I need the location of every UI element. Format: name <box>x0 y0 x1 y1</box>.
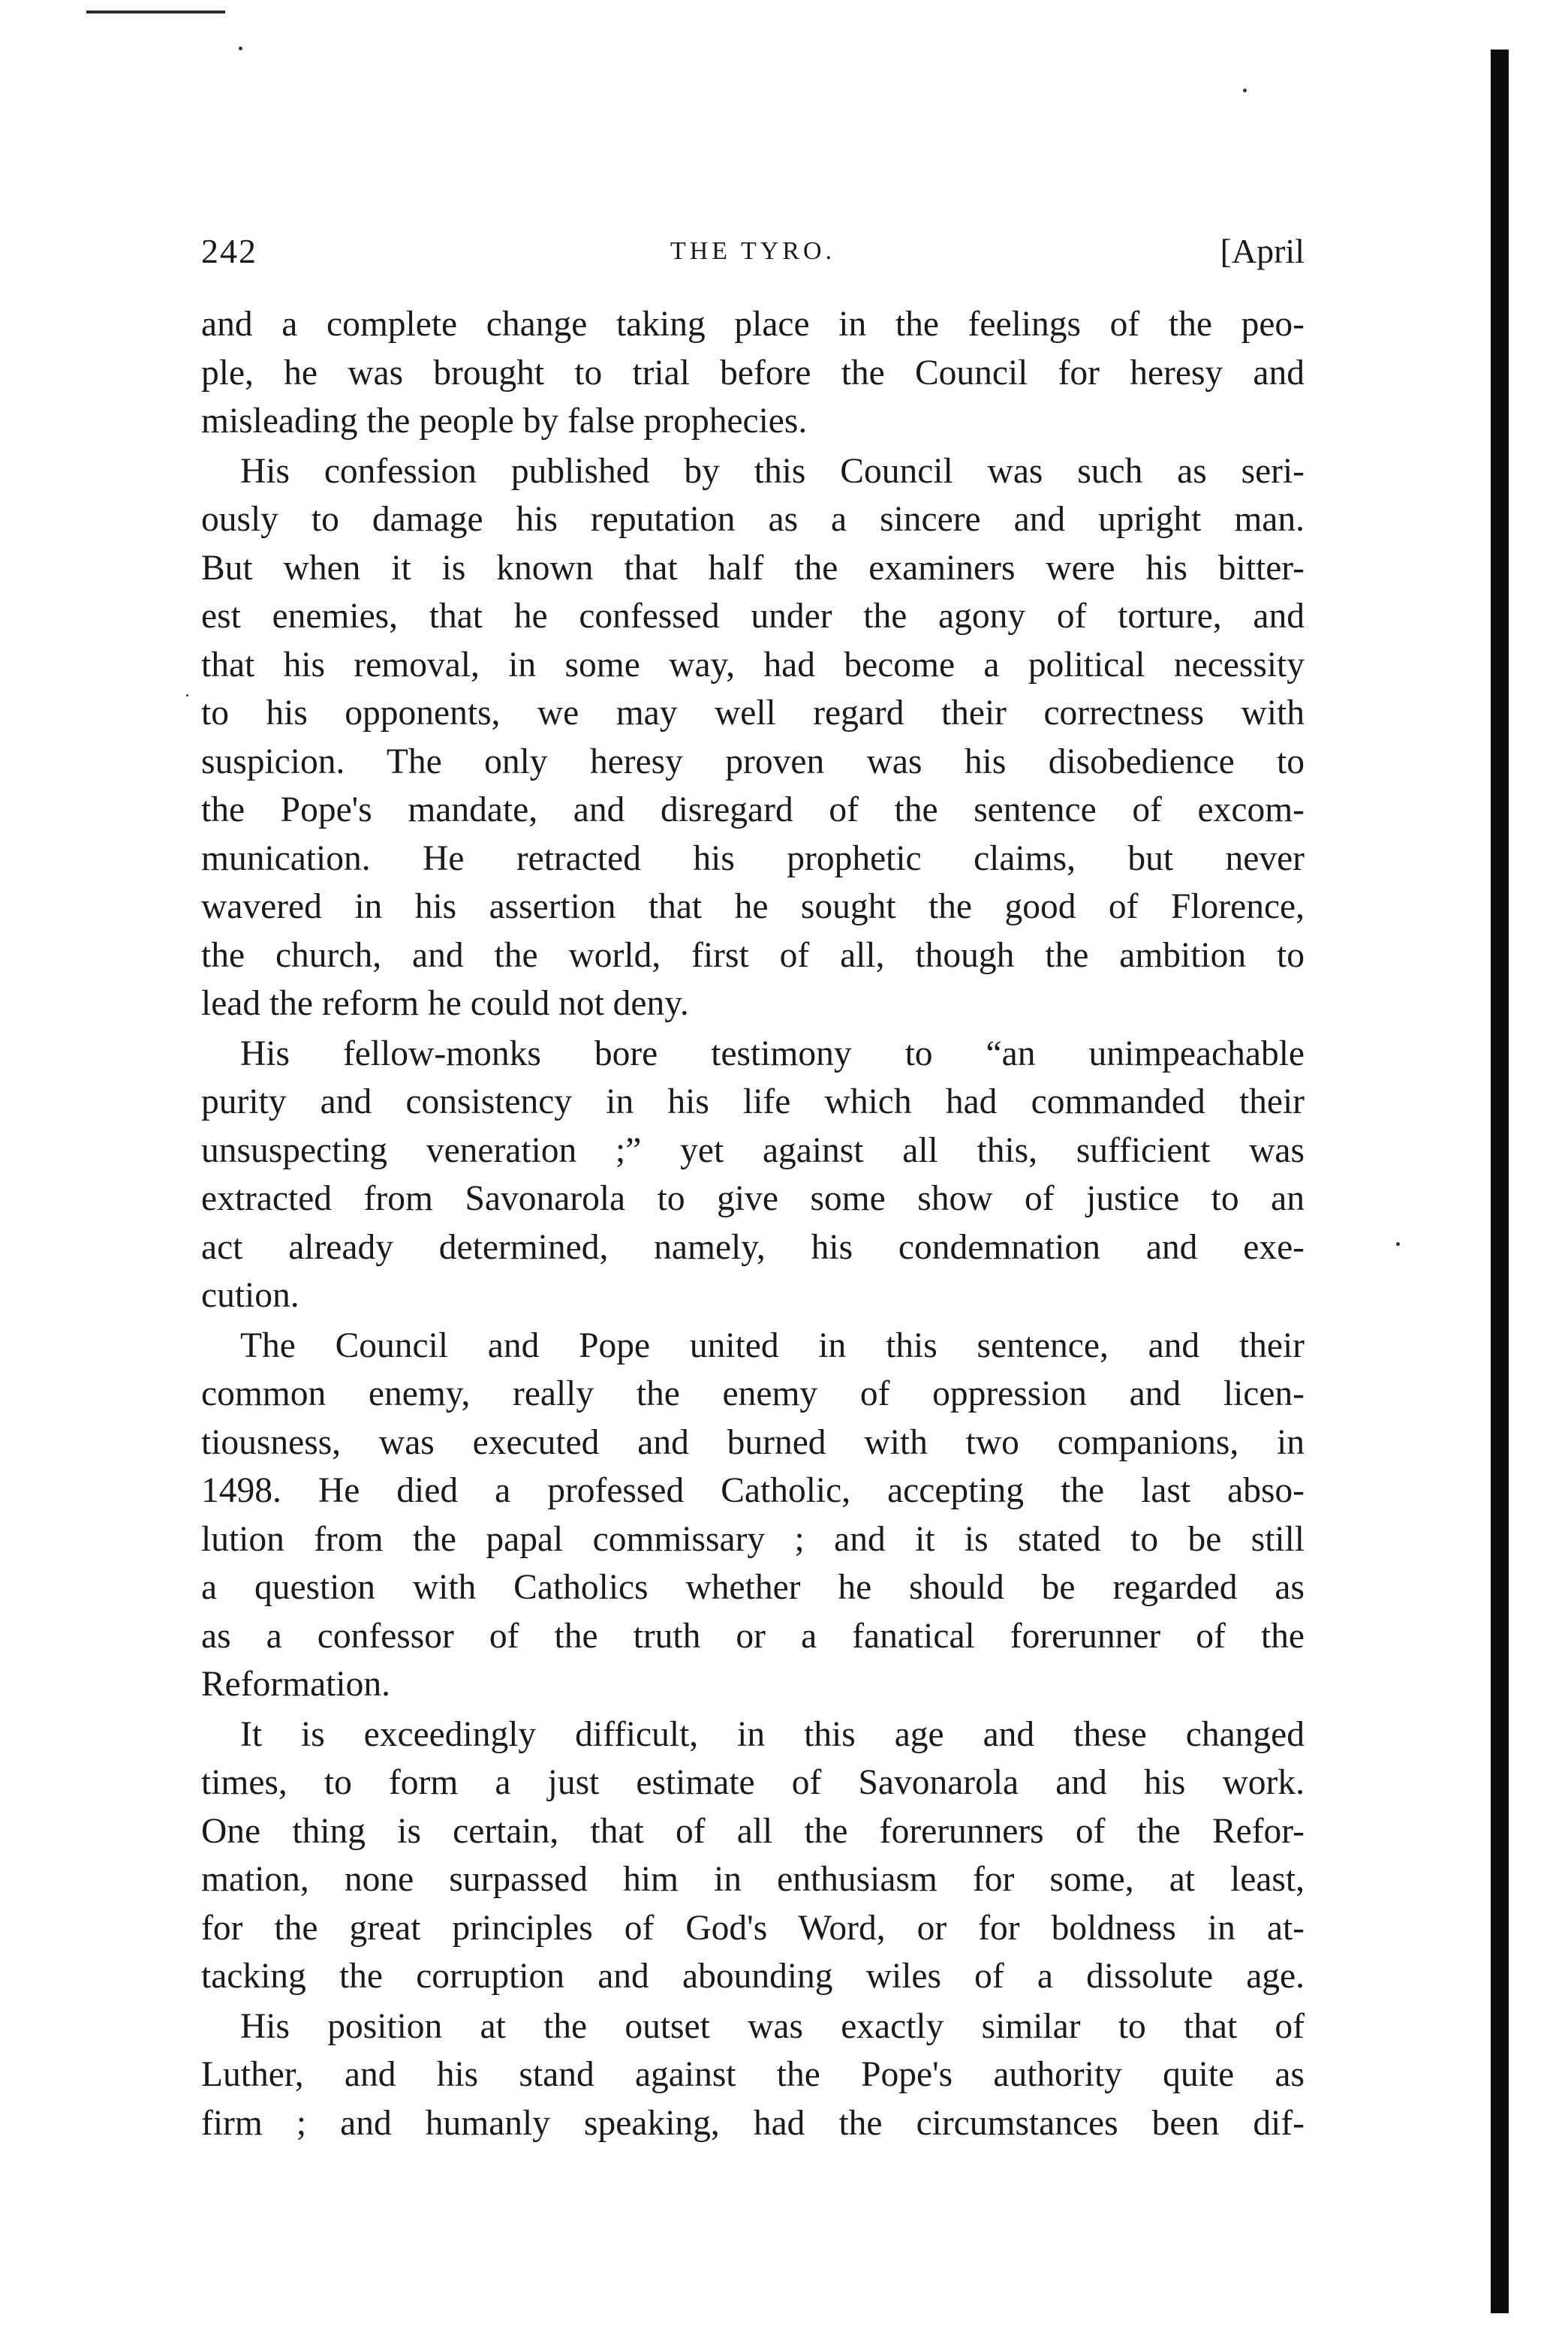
print-speck <box>239 47 242 50</box>
text-line: cution. <box>201 1276 299 1315</box>
text-line: extracted from Savonarola to give some show of justice to an <box>201 1179 1305 1218</box>
text-line: Luther, and his stand against the Pope's authority quite as <box>201 2055 1305 2094</box>
text-line: But when it is known that half the examiners were his bitter- <box>201 548 1305 588</box>
paragraph <box>201 1322 1305 1709</box>
text-line: wavered in his assertion that he sought the good of Florence, <box>201 887 1305 926</box>
print-speck <box>1396 1242 1400 1246</box>
text-line: It is exceedingly difficult, in this age and these changed <box>240 1714 1305 1754</box>
text-line: and a complete change taking place in the feelings of the peo- <box>201 305 1305 344</box>
text-line: firm ; and humanly speaking, had the circumstances been dif- <box>201 2103 1305 2143</box>
text-line: munication. He retracted his prophetic claims, but never <box>201 838 1305 878</box>
text-line: tiousness, was executed and burned with two companions, in <box>201 1422 1305 1462</box>
text-line: act already determined, namely, his condemnation and exe- <box>201 1227 1305 1267</box>
text-line: as a confessor of the truth or a fanatical forerunner of the <box>201 1616 1305 1656</box>
text-line: lead the reform he could not deny. <box>201 984 689 1023</box>
text-line: mation, none surpassed him in enthusiasm for some, at least, <box>201 1860 1305 1899</box>
text-line: His position at the outset was exactly similar to that of <box>240 2006 1305 2046</box>
text-line: His fellow-monks bore testimony to “an unimpeachable <box>240 1034 1305 1073</box>
text-line: His confession published by this Council was such as seri- <box>240 451 1305 491</box>
paragraph <box>201 300 1305 446</box>
text-line: purity and consistency in his life which had commanded their <box>201 1082 1305 1121</box>
text-line: ple, he was brought to trial before the Council for heresy and <box>201 353 1305 393</box>
text-line: Reformation. <box>201 1665 390 1704</box>
text-line: unsuspecting veneration ;” yet against all this, sufficient was <box>201 1130 1305 1170</box>
page-number: 242 <box>201 232 257 270</box>
text-line: misleading the people by false prophecies. <box>201 402 808 441</box>
paragraph <box>201 1030 1305 1320</box>
section-label: [April <box>1220 232 1305 270</box>
running-title: THE TYRO. <box>670 237 836 265</box>
body-text <box>201 300 1305 2149</box>
paragraph <box>201 1711 1305 2001</box>
text-line: that his removal, in some way, had become a political necessity <box>201 645 1305 685</box>
text-line: One thing is certain, that of all the forerunners of the Refor- <box>201 1811 1305 1851</box>
text-line: tacking the corruption and abounding wiles of a dissolute age. <box>201 1957 1305 1996</box>
text-line: for the great principles of God's Word, or for boldness in at- <box>201 1908 1305 1948</box>
text-line: to his opponents, we may well regard their correctness with <box>201 694 1305 733</box>
text-line: suspicion. The only heresy proven was his disobedience to <box>201 742 1305 781</box>
text-line: est enemies, that he confessed under the agony of torture, and <box>201 597 1305 636</box>
text-line: the church, and the world, first of all, though the ambition to <box>201 935 1305 975</box>
text-line: ously to damage his reputation as a sincere and upright man. <box>201 500 1305 539</box>
right-margin-bar <box>1491 50 1509 2313</box>
text-line: a question with Catholics whether he should be regarded as <box>201 1568 1305 1607</box>
paragraph <box>201 2003 1305 2148</box>
text-line: lution from the papal commissary ; and it is stated to be still <box>201 1519 1305 1559</box>
print-speck <box>186 694 188 697</box>
text-line: The Council and Pope united in this sentence, and their <box>240 1325 1305 1365</box>
top-edge-rule <box>86 11 225 14</box>
text-line: times, to form a just estimate of Savonarola and his work. <box>201 1763 1305 1802</box>
text-line: 1498. He died a professed Catholic, accepting the last abso- <box>201 1471 1305 1510</box>
paragraph <box>201 447 1305 1028</box>
page-header <box>201 225 1305 278</box>
text-line: the Pope's mandate, and disregard of the sentence of excom- <box>201 790 1305 829</box>
print-speck <box>1243 89 1247 92</box>
text-line: common enemy, really the enemy of oppression and licen- <box>201 1374 1305 1413</box>
